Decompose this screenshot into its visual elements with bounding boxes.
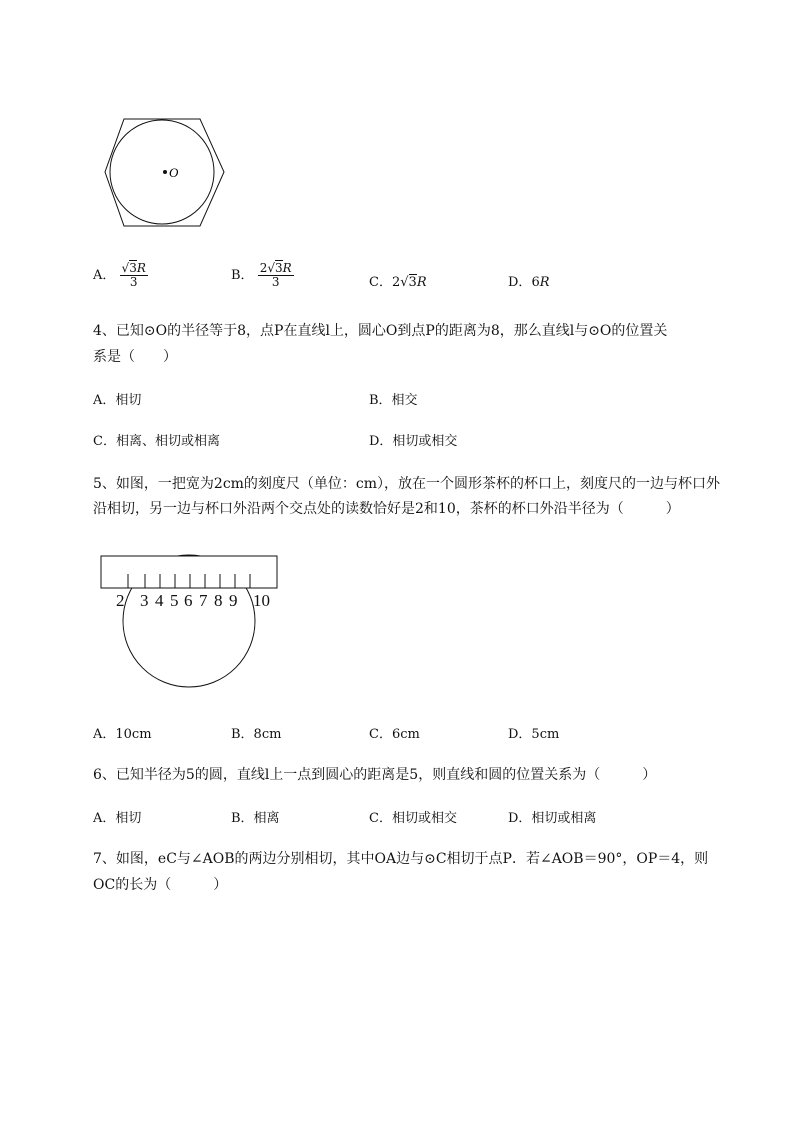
- center-point: [163, 170, 167, 174]
- ruler-label-8: 8: [214, 591, 223, 610]
- q3-option-a[interactable]: [93, 262, 148, 289]
- coefficient: 2: [391, 275, 401, 290]
- inscribed-circle: [110, 120, 214, 224]
- fraction: $\frac{2√3R}{3}$: [259, 261, 292, 290]
- option-letter: C．: [369, 275, 392, 290]
- variable: R: [282, 261, 292, 275]
- q3-option-c[interactable]: C．2√3R: [369, 275, 427, 290]
- option-letter: D．: [508, 275, 532, 290]
- q4-option-b[interactable]: B．相交: [369, 393, 418, 408]
- ruler-label-4: 4: [155, 591, 164, 610]
- q7-stem-line1: 7、如图，eC与∠AOB的两边分别相切，其中OA边与⊙C相切于点P．若∠AOB＝90°，OP＝4，则: [93, 851, 709, 867]
- radicand: 3: [408, 275, 417, 290]
- q4-stem-line1: 4、已知⊙O的半径等于8，点P在直线l上，圆心O到点P的距离为8，那么直线l与⊙O的位置关: [93, 323, 668, 339]
- q5-option-c[interactable]: C．6cm: [369, 727, 420, 742]
- radicand: 3: [275, 261, 283, 275]
- option-letter: B．: [231, 268, 254, 284]
- denominator: 3: [271, 275, 280, 290]
- q4-option-a[interactable]: A．相切: [93, 393, 142, 408]
- variable: R: [416, 275, 427, 290]
- q7-stem-line2: OC的长为（ ）: [93, 877, 228, 893]
- variable: R: [539, 275, 550, 290]
- q6-option-c[interactable]: C．相切或相交: [369, 811, 457, 826]
- ruler-body: [101, 556, 277, 588]
- ruler-label-2: 2: [116, 591, 125, 610]
- q6-option-d[interactable]: D．相切或相离: [508, 811, 597, 826]
- q5-stem-line2: 沿相切，另一边与杯口外沿两个交点处的读数恰好是2和10，茶杯的杯口外沿半径为（ ）: [93, 501, 680, 517]
- radicand: 3: [129, 261, 137, 275]
- ruler-label-5: 5: [170, 591, 179, 610]
- q5-option-a[interactable]: A．10cm: [93, 727, 152, 742]
- option-letter: A．: [93, 268, 116, 284]
- q6-option-a[interactable]: A．相切: [93, 811, 142, 826]
- ruler-label-9: 9: [229, 591, 238, 610]
- ruler-label-7: 7: [199, 591, 208, 610]
- fraction: $\frac{√3R}{3}$: [121, 261, 146, 290]
- q3-option-d[interactable]: [508, 271, 550, 290]
- q4-option-c[interactable]: C．相离、相切或相离: [93, 434, 220, 449]
- q6-option-b[interactable]: B．相离: [231, 811, 280, 826]
- coefficient: 2: [259, 261, 268, 275]
- q5-option-b[interactable]: B．8cm: [231, 727, 282, 742]
- variable: R: [136, 261, 146, 275]
- center-label: O: [169, 165, 179, 180]
- hexagon-circle-figure: [100, 115, 230, 233]
- denominator: 3: [129, 275, 138, 290]
- q4-option-d[interactable]: D．相切或相交: [369, 434, 458, 449]
- q4-stem-line2: 系是（ ）: [93, 349, 177, 365]
- ruler-label-10: 10: [253, 591, 270, 610]
- q3-option-b[interactable]: [231, 262, 294, 289]
- q6-stem-line1: 6、已知半径为5的圆，直线l上一点到圆心的距离是5，则直线和圆的位置关系为（ ）: [93, 767, 657, 783]
- coefficient: 6: [531, 275, 540, 290]
- q5-stem-line1: 5、如图，一把宽为2cm的刻度尺（单位：cm），放在一个圆形茶杯的杯口上，刻度尺的一边与杯口外: [93, 476, 721, 492]
- ruler-label-6: 6: [184, 591, 193, 610]
- q5-option-d[interactable]: D．5cm: [508, 727, 560, 742]
- ruler-cup-figure: [98, 552, 284, 690]
- ruler-label-3: 3: [140, 591, 149, 610]
